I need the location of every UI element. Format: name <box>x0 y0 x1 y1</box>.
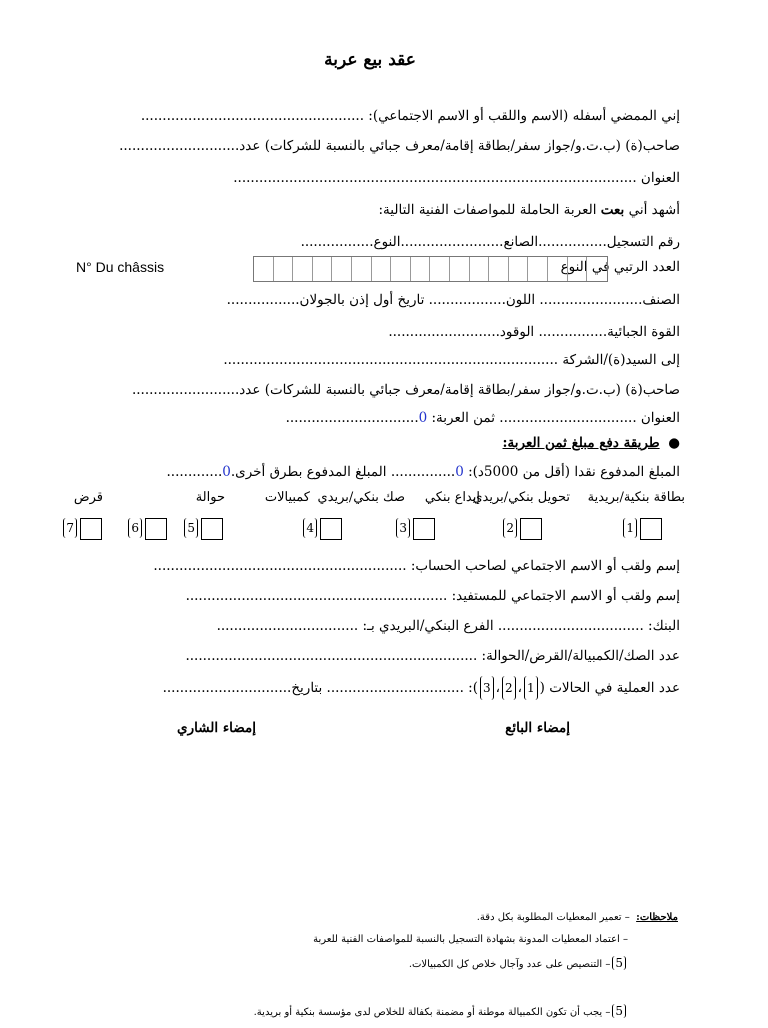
chassis-label-fr: N° Du châssis <box>76 259 165 275</box>
payment-methods <box>60 490 685 550</box>
chassis-cell[interactable] <box>509 257 529 281</box>
chassis-cell[interactable] <box>274 257 294 281</box>
method-number: 5 <box>184 518 198 538</box>
method-number: 2 <box>503 518 517 538</box>
method-number: 4 <box>303 518 317 538</box>
method-checkbox[interactable] <box>80 518 102 540</box>
note-2: – اعتماد المعطيات المدونة بشهادة التسجيل بالنسبة للمواصفات الفنية للعربة <box>313 934 628 945</box>
payment-heading-row <box>66 435 680 451</box>
note-4: – يجب أن تكون الكمبيالة موطنة أو مضمنة بكفالة للخلاص لدى مؤسسة بنكية أو بريدية. <box>253 1007 611 1018</box>
cheque-line: عدد الصك/الكمبيالة/القرض/الحوالة: .................................................................... <box>185 648 680 664</box>
method-checkbox[interactable] <box>640 518 662 540</box>
method-number: 3 <box>396 518 410 538</box>
note-3-num: 5 <box>612 956 626 970</box>
price-value[interactable]: 0 <box>418 410 428 426</box>
operation-line: عدد العملية في الحالات (1،2،3): ................................ بتاريخ.............................. <box>66 676 680 700</box>
chassis-cell[interactable] <box>489 257 509 281</box>
method-label: كمبيالات <box>264 490 310 505</box>
method-checkbox[interactable] <box>145 518 167 540</box>
bullet-icon: ● <box>668 435 680 451</box>
serial-label: العدد الرتبي في النوع <box>560 259 680 275</box>
method-label: حوالة <box>195 490 225 505</box>
other-value[interactable]: 0 <box>222 464 231 480</box>
method-number: 7 <box>63 518 77 538</box>
method-label: قرض <box>73 490 103 505</box>
certify-pre: أشهد أني <box>624 202 680 218</box>
seller-name-line: إني الممضي أسفله (الاسم واللقب أو الاسم الاجتماعي): .................................................... <box>140 108 680 124</box>
cash-line <box>66 462 680 482</box>
chassis-cell[interactable] <box>293 257 313 281</box>
certify-line <box>66 200 680 220</box>
chassis-cell[interactable] <box>548 257 568 281</box>
cash-post: ............. <box>166 464 223 480</box>
price-post: ............................... <box>285 410 419 426</box>
method-checkbox[interactable] <box>520 518 542 540</box>
account-holder-line: إسم ولقب أو الاسم الاجتماعي لصاحب الحساب: ........................................................... <box>153 558 680 574</box>
op-num: 1 <box>524 676 538 700</box>
chassis-cell[interactable] <box>391 257 411 281</box>
document-title: عقد بيع عربة <box>324 50 416 70</box>
chassis-cell[interactable] <box>332 257 352 281</box>
seller-id-line: صاحب(ة) (ب.ت.و/جواز سفر/بطاقة إقامة/معرف جبائي بالنسبة للشركات) عدد............................ <box>119 138 680 154</box>
seller-address-line: العنوان .............................................................................................. <box>233 170 680 186</box>
registration-line: رقم التسجيل................الصانع........................النوع................. <box>300 234 680 250</box>
chassis-cell[interactable] <box>254 257 274 281</box>
method-checkbox[interactable] <box>201 518 223 540</box>
method-checkbox[interactable] <box>413 518 435 540</box>
note-4-row <box>254 1004 628 1018</box>
op-num: 2 <box>502 676 516 700</box>
method-number: 1 <box>623 518 637 538</box>
buyer-line: إلى السيد(ة)/الشركة .............................................................................. <box>223 352 680 368</box>
bank-line: البنك: .................................. الفرع البنكي/البريدي بـ: ................................. <box>216 618 680 634</box>
payment-heading: طريقة دفع مبلغ ثمن العربة: <box>502 435 660 451</box>
chassis-cell[interactable] <box>430 257 450 281</box>
chassis-cell[interactable] <box>568 257 588 281</box>
method-number: 6 <box>128 518 142 538</box>
chassis-cell[interactable] <box>313 257 333 281</box>
certify-bold: بعت <box>600 202 625 218</box>
notes-heading: ملاحظات: <box>636 912 678 923</box>
notes-section <box>118 908 678 1028</box>
chassis-cell[interactable] <box>587 257 607 281</box>
buyer-id-line: صاحب(ة) (ب.ت.و/جواز سفر/بطاقة إقامة/معرف جبائي بالنسبة للشركات) عدد......................... <box>131 382 680 398</box>
method-label: بطاقة بنكية/بريدية <box>587 490 685 505</box>
method-checkbox[interactable] <box>320 518 342 540</box>
op-num: 3 <box>480 676 494 700</box>
buyer-addr-pre: العنوان ................................ ثمن العربة: <box>427 410 680 426</box>
method-label: صك بنكي/بريدي <box>317 490 405 505</box>
chassis-row <box>66 256 680 282</box>
chassis-cell[interactable] <box>528 257 548 281</box>
chassis-cell[interactable] <box>470 257 490 281</box>
buyer-address-line <box>66 408 680 428</box>
chassis-cell[interactable] <box>411 257 431 281</box>
method-label: إيداع بنكي <box>424 490 480 505</box>
buyer-signature: إمضاء الشاري <box>177 720 256 736</box>
method-label: تحويل بنكي/بريدي <box>472 490 570 505</box>
certify-post: العربة الحاملة للمواصفات الفنية التالية: <box>378 202 601 218</box>
op-pre: عدد العملية في الحالات ( <box>539 680 680 696</box>
power-line: القوة الجبائية................ الوقود.......................... <box>388 324 680 340</box>
beneficiary-line: إسم ولقب أو الاسم الاجتماعي للمستفيد: ............................................................. <box>185 588 680 604</box>
chassis-grid[interactable] <box>253 256 608 282</box>
cash-mid: ............... المبلغ المدفوع بطرق أخرى. <box>230 464 456 480</box>
cash-value[interactable]: 0 <box>455 464 464 480</box>
note-3: – التنصيص على عدد وآجال خلاص كل الكمبيالات. <box>408 959 611 970</box>
op-post: ): ................................ بتاريخ.............................. <box>162 680 478 696</box>
chassis-cell[interactable] <box>352 257 372 281</box>
chassis-cell[interactable] <box>450 257 470 281</box>
cash-pre: المبلغ المدفوع نقدا (أقل من 5000د): <box>463 464 680 480</box>
chassis-cell[interactable] <box>372 257 392 281</box>
note-1: – تعمير المعطيات المطلوبة بكل دقة. <box>476 912 630 923</box>
note-3-row <box>409 956 628 970</box>
seller-signature: إمضاء البائع <box>505 720 570 736</box>
class-line: الصنف........................ اللون.................. تاريخ أول إذن بالجولان................. <box>226 292 680 308</box>
note-4-num: 5 <box>612 1004 626 1018</box>
